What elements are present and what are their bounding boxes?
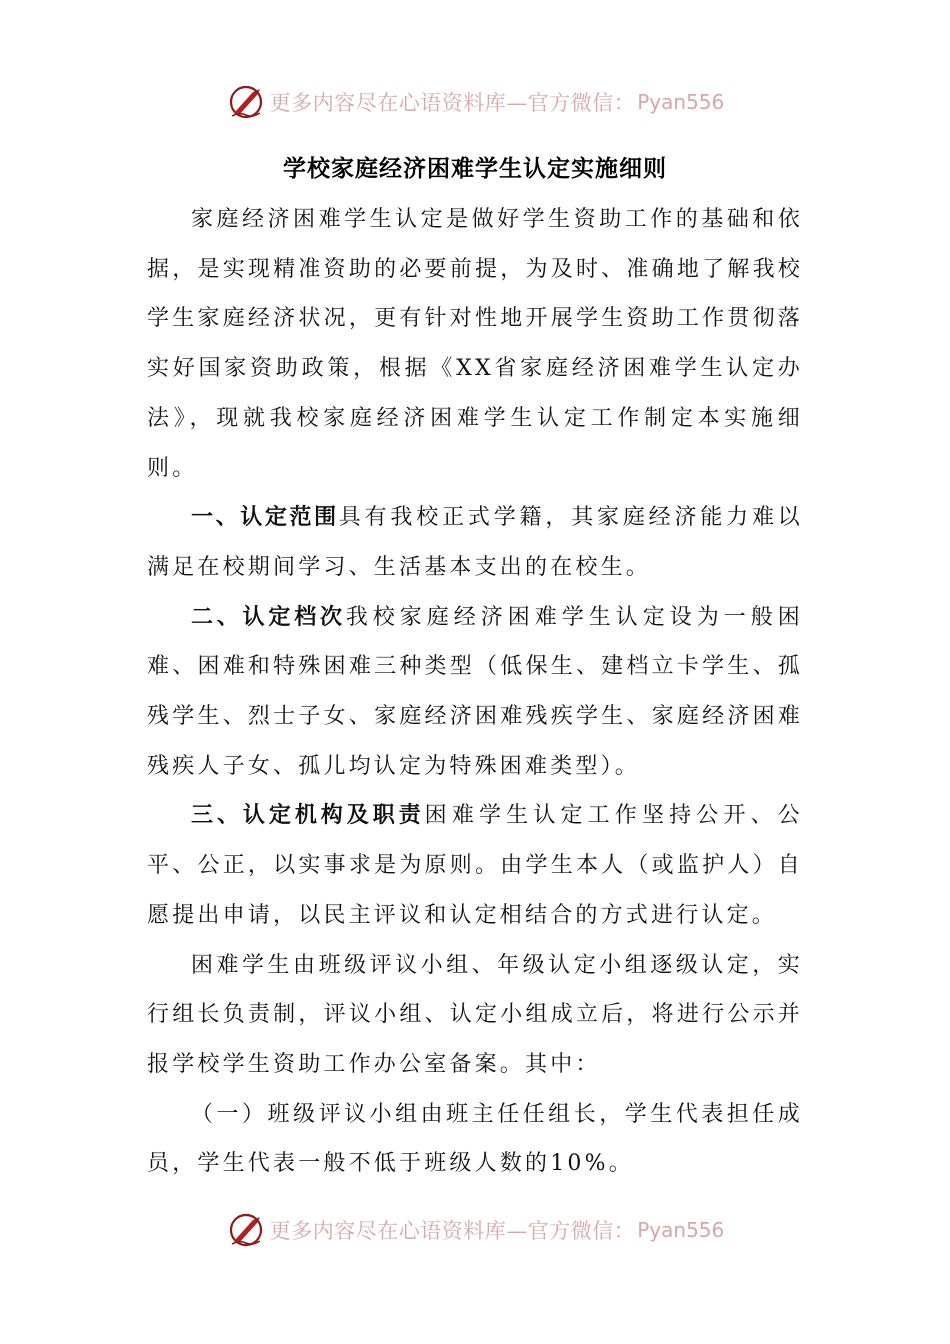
document-body <box>147 195 803 1189</box>
watermark-text: 更多内容尽在心语资料库—官方微信： <box>269 91 636 115</box>
section-text: 具有我校正式学籍，其家庭经济能力难以满足在校期间学习、生活基本支出的在校生。 <box>147 505 803 580</box>
intro-paragraph: 家庭经济困难学生认定是做好学生资助工作的基础和依据，是实现精准资助的必要前提，为及时、准确地了解我校学生家庭经济状况，更有针对性地开展学生资助工作贯彻落实好国家资助政策，根据《XX省家庭经济困难学生认定办法》，现就我校家庭经济困难学生认定工作制定本实施细则。 <box>147 207 803 481</box>
section-text: 我校家庭经济困难学生认定设为一般困难、困难和特殊困难三种类型（低保生、建档立卡学生、孤残学生、烈士子女、家庭经济困难残疾学生、家庭经济困难残疾人子女、孤儿均认定为特殊困难类型）。 <box>147 604 803 779</box>
pen-logo-icon <box>226 1210 266 1250</box>
watermark-header <box>0 80 950 124</box>
pen-logo-icon <box>226 82 266 122</box>
watermark-wechat-id: Pyan556 <box>637 1218 725 1242</box>
groups-paragraph: 困难学生由班级评议小组、年级认定小组逐级认定，实行组长负责制，评议小组、认定小组成立后，将进行公示并报学校学生资助工作办公室备案。其中： <box>147 952 803 1077</box>
section-heading: 一、认定范围 <box>191 505 339 531</box>
section-scope <box>147 493 803 592</box>
section-heading: 二、认定档次 <box>191 604 346 630</box>
section-levels <box>147 593 803 792</box>
section-text: 困难学生认定工作坚持公开、公平、公正，以实事求是为原则。由学生本人（或监护人）自愿提出申请，以民主评议和认定相结合的方式进行认定。 <box>147 803 803 928</box>
section-heading: 三、认定机构及职责 <box>191 803 425 829</box>
watermark-footer <box>0 1208 950 1252</box>
watermark-text: 更多内容尽在心语资料库—官方微信： <box>269 1219 636 1243</box>
watermark-wechat-id: Pyan556 <box>637 90 725 114</box>
class-group-paragraph: （一）班级评议小组由班主任任组长，学生代表担任成员，学生代表一般不低于班级人数的10%。 <box>147 1101 803 1177</box>
document-title: 学校家庭经济困难学生认定实施细则 <box>283 156 667 182</box>
section-organization <box>147 791 803 940</box>
